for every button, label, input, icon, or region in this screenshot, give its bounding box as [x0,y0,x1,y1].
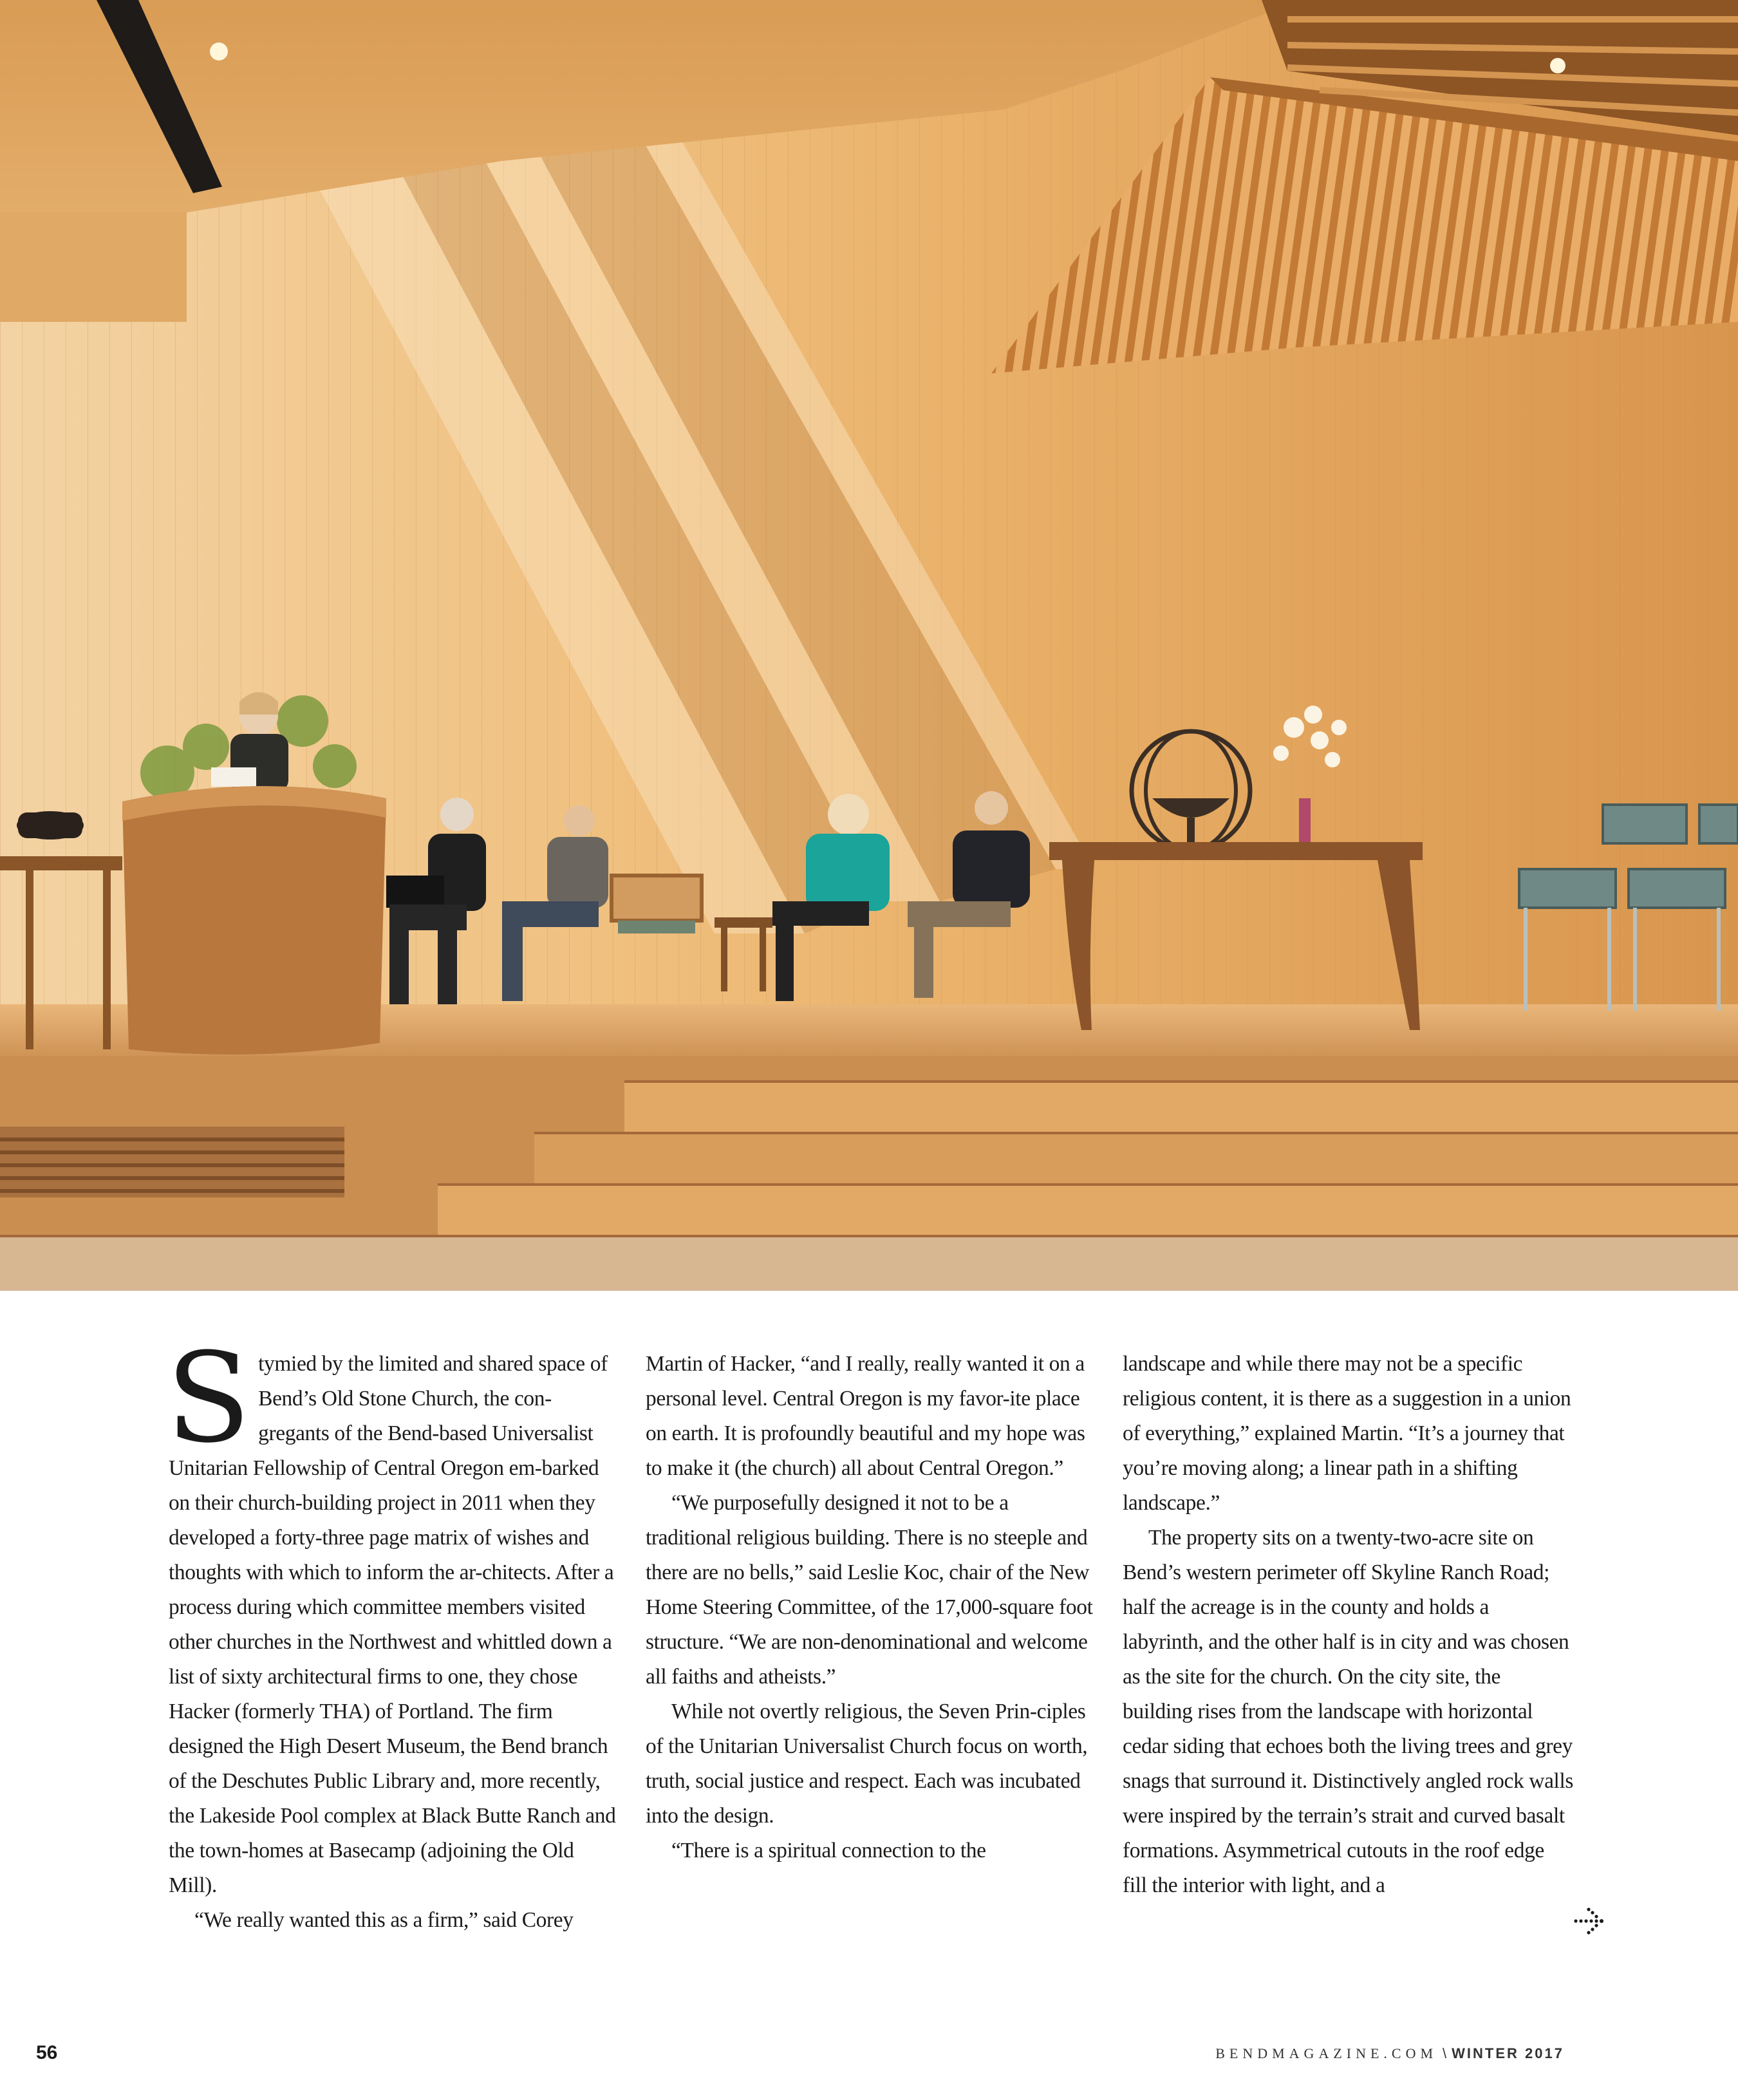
article-column-3 [1123,1347,1573,1903]
paragraph: Martin of Hacker, “and I really, really wanted it on a personal level. Central Oregon is my favor-ite place on earth. It is profoundly beautiful and my hope was to make it (the church) all about Central Oregon.” [646,1352,1085,1480]
article-column-1 [166,1327,619,1938]
page-number: 56 [36,2042,58,2063]
paragraph [166,1327,619,1903]
paragraph: “We purposefully designed it not to be a traditional religious building. There is no steeple and there are no bells,” said Leslie Koc, chair of the New Home Steering Committee, of the 17,000-square foot structure. “We are non-denominational and welcome all faiths and atheists.” [646,1491,1093,1689]
drop-cap: S [166,1327,251,1470]
paragraph: “There is a spiritual connection to the [671,1839,986,1862]
paragraph: landscape and while there may not be a specific religious content, it is there as a suggestion in a union of everything,” explained Martin. “It’s a journey that you’re moving along; a linear path in a shifting landscape.” [1123,1352,1571,1515]
issue-label: WINTER 2017 [1452,2045,1564,2061]
arrow-right-dotted-icon [1573,1903,1609,1939]
website-url: BENDMAGAZINE.COM [1215,2045,1438,2061]
paragraph: “We really wanted this as a firm,” said Corey [194,1908,574,1932]
footer-folio [1215,2045,1564,2062]
paragraph-text: tymied by the limited and shared space of Bend’s Old Stone Church, the con-gregants of the Bend-based Universalist Unitarian Fellowship of Central Oregon em-barked on their church-building project in 2011 when they developed a forty-three page matrix of wishes and thoughts with which to inform the ar-chitects. After a process during which committee members visited other churches in the Northwest and whittled down a list of sixty architectural firms to one, they chose Hacker (formerly THA) of Portland. The firm designed the High Desert Museum, the Bend branch of the Deschutes Public Library and, more recently, the Lakeside Pool complex at Black Butte Ranch and the town-homes at Basecamp (adjoining the Old Mill). [169,1352,616,1897]
paragraph: The property sits on a twenty-two-acre site on Bend’s western perimeter off Skyline Ranch Road; half the acreage is in the county and holds a labyrinth, and the other half is in city and was chosen as the site for the church. On the city site, the building rises from the landscape with horizontal cedar siding that echoes both the living trees and grey snags that surround it. Distinctively angled rock walls were inspired by the terrain’s strait and curved basalt formations. Asymmetrical cutouts in the roof edge fill the interior with light, and a [1123,1526,1573,1897]
folio-separator: \ [1443,2045,1447,2061]
article-column-2 [646,1347,1096,1868]
paragraph: While not overtly religious, the Seven Prin-ciples of the Unitarian Universalist Church focus on worth, truth, social justice and respect. Each was incubated into the design. [646,1700,1088,1828]
